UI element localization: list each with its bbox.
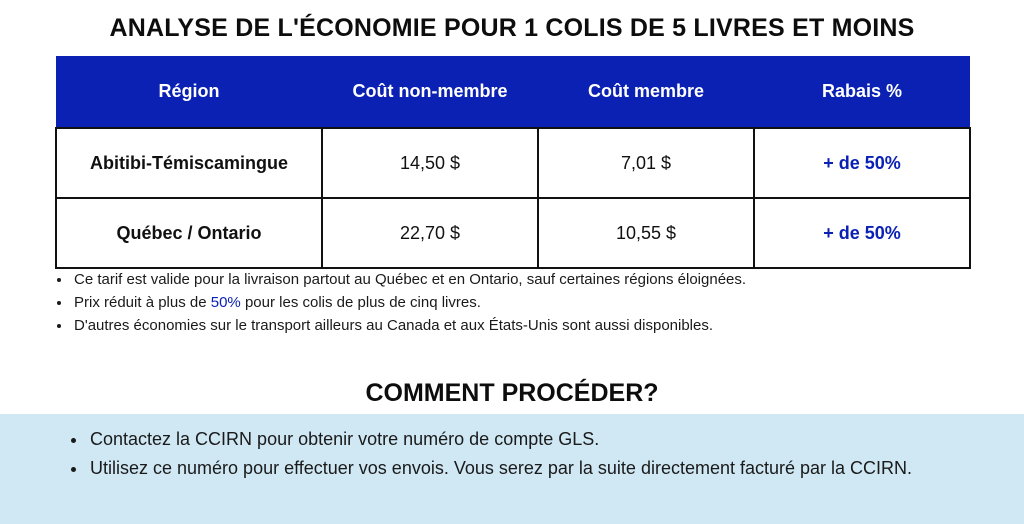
column-header-non-member-cost: Coût non-membre [322,56,538,128]
region-cell: Abitibi-Témiscamingue [56,128,322,198]
column-header-member-cost: Coût membre [538,56,754,128]
table-row [56,198,970,268]
non-member-cost-cell: 14,50 $ [322,128,538,198]
column-header-region: Région [56,56,322,128]
note-text: pour les colis de plus de cinq livres. [240,294,481,311]
highlight-percentage: 50% [210,294,241,311]
region-cell: Québec / Ontario [56,198,322,268]
note-text: Prix réduit à plus de [74,294,211,311]
list-item [72,291,746,314]
member-cost-cell: 7,01 $ [538,128,754,198]
list-item: • D'autres économies sur le transport ailleurs au Canada et aux États-Unis sont aussi disponibles. [72,314,746,337]
rebate-cell: + de 50% [754,198,970,268]
member-cost-cell: 10,55 $ [538,198,754,268]
how-to-title: COMMENT PROCÉDER? [365,379,659,407]
rebate-cell: + de 50% [754,128,970,198]
notes-list [52,268,746,337]
list-item: • Ce tarif est valide pour la livraison partout au Québec et en Ontario, sauf certaines régions éloignées. [72,268,746,291]
column-header-rebate: Rabais % [754,56,970,128]
table-header-row [56,56,970,128]
list-item: • Contactez la CCIRN pour obtenir votre numéro de compte GLS. [88,425,988,454]
table-row [56,128,970,198]
non-member-cost-cell: 22,70 $ [322,198,538,268]
list-item: • Utilisez ce numéro pour effectuer vos envois. Vous serez par la suite directement facturé par la CCIRN. [88,454,988,483]
savings-table [55,56,971,269]
page-title: ANALYSE DE L'ÉCONOMIE POUR 1 COLIS DE 5 LIVRES ET MOINS [109,14,915,42]
steps-list [68,425,988,483]
